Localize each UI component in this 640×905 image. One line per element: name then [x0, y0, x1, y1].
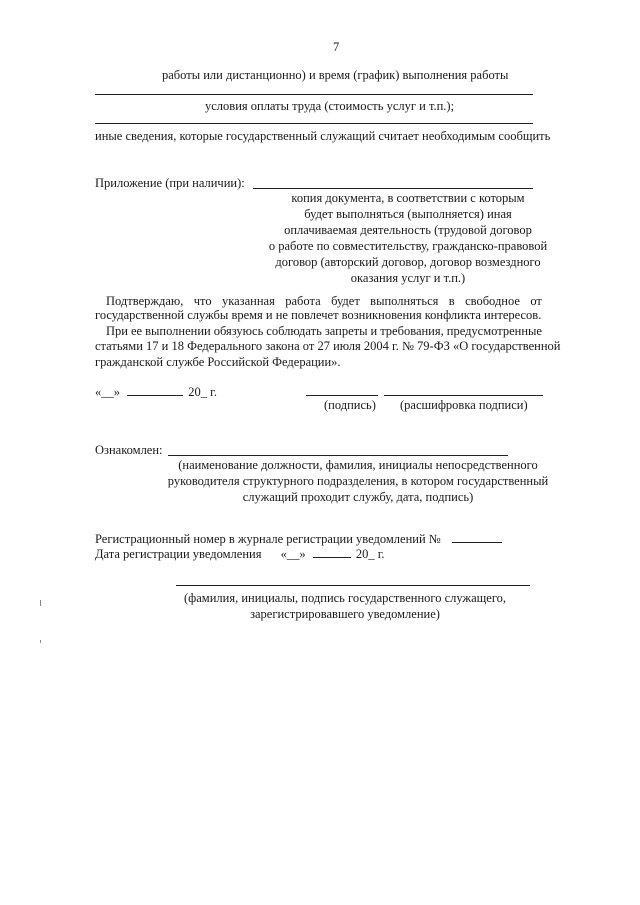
scan-speck	[40, 600, 41, 606]
word: обязуюсь	[213, 324, 264, 338]
attachment-caption-line: о работе по совместительству, гражданско-правовой	[268, 239, 548, 253]
attachment-caption-line: оказания услуг и т.п.)	[350, 271, 466, 285]
attachment-caption-line: оплачиваемая деятельность (трудовой договор	[284, 223, 532, 237]
word: и	[370, 324, 378, 338]
word: предусмотренные	[446, 324, 542, 338]
attachment-caption-line: копия документа, в соответствии с которым	[291, 191, 525, 205]
word: от	[530, 294, 542, 308]
attachment-caption-line: будет выполняться (выполняется) иная	[304, 207, 512, 221]
registration-date-year: 20_ г.	[355, 547, 385, 561]
acquainted-label: Ознакомлен:	[95, 443, 163, 457]
word: ее	[130, 324, 143, 338]
decryption-line	[384, 395, 543, 396]
attachment-caption-line: договор (авторский договор, договор возмездного	[275, 255, 541, 269]
word: При	[106, 324, 128, 338]
word: в	[448, 294, 455, 308]
word: будет	[331, 294, 360, 308]
date-month-blank	[127, 384, 183, 396]
word: требования,	[380, 324, 444, 338]
registrar-caption	[145, 590, 545, 622]
registrar-caption-line: зарегистрировавшего уведомление)	[250, 607, 440, 621]
registration-date-label: Дата регистрации уведомления	[95, 547, 262, 561]
payment-underline	[95, 123, 533, 124]
signature-date	[95, 384, 217, 401]
word: выполняться	[370, 294, 439, 308]
attachment-underline	[253, 188, 533, 189]
registration-number-blank	[452, 531, 502, 543]
payment-terms-text: условия оплаты труда (стоимость услуг и т.п.);	[205, 99, 455, 113]
registration-number-label: Регистрационный номер в журнале регистрации уведомлений №	[95, 532, 441, 546]
acquainted-caption-line: служащий проходит службу, дата, подпись)	[242, 490, 474, 504]
registrar-underline	[176, 585, 530, 586]
signature-line	[306, 395, 378, 396]
page-number: 7	[333, 40, 340, 54]
signature-caption: (подпись)	[324, 398, 376, 412]
registration-date-month-blank	[313, 546, 351, 558]
word: запреты	[324, 324, 368, 338]
registration-date-day: «__»	[280, 547, 306, 561]
acquainted-caption-line: (наименование должности, фамилия, инициалы непосредственного	[178, 458, 538, 472]
scan-speck	[40, 640, 41, 643]
registration-date-row	[95, 546, 385, 563]
obligation-line-2: статьями 17 и 18 Федерального закона от 27 июля 2004 г. № 79-ФЗ «О государственной	[95, 339, 561, 353]
decryption-caption: (расшифровка подписи)	[400, 398, 528, 412]
word: работа	[285, 294, 321, 308]
acquainted-caption-line: руководителя структурного подразделения, в котором государственный	[167, 474, 549, 488]
acquainted-underline	[168, 455, 508, 456]
word: свободное	[465, 294, 520, 308]
date-year: 20_ г.	[188, 385, 217, 399]
attachment-caption	[263, 190, 553, 286]
work-schedule-text: работы или дистанционно) и время (график) выполнения работы	[162, 68, 509, 82]
other-info-text: иные сведения, которые государственный служащий считает необходимым сообщить	[95, 129, 551, 143]
word: соблюдать	[266, 324, 322, 338]
word: что	[193, 294, 212, 308]
word: выполнении	[145, 324, 211, 338]
date-day: «__»	[95, 385, 120, 399]
word: Подтверждаю,	[106, 294, 184, 308]
obligation-line-1	[106, 324, 542, 340]
schedule-underline	[95, 94, 533, 95]
confirmation-line-2: государственной службы время и не повлечет возникновения конфликта интересов.	[95, 308, 542, 322]
attachment-label: Приложение (при наличии):	[95, 176, 245, 190]
registrar-caption-line: (фамилия, инициалы, подпись государственного служащего,	[183, 591, 507, 605]
obligation-line-3: гражданской службе Российской Федерации».	[95, 355, 341, 369]
word: указанная	[222, 294, 275, 308]
acquainted-caption	[158, 457, 558, 505]
